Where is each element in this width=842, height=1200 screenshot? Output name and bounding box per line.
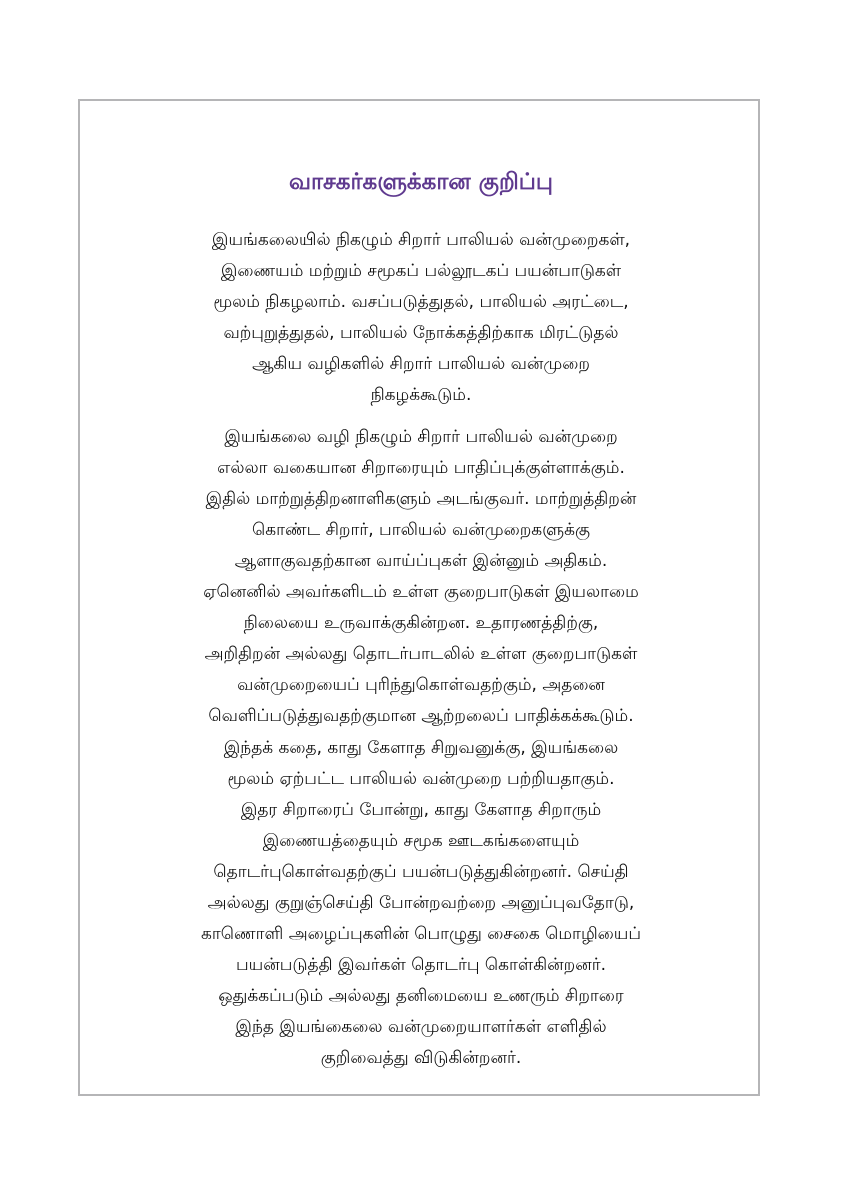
paragraph-line: ஆகிய வழிகளில் சிறார் பாலியல் வன்முறை [252,354,590,374]
paragraph-line: அல்லது குறுஞ்செய்தி போன்றவற்றை அனுப்புவதோடு, [207,893,635,913]
paragraph-1 [0,225,842,411]
paragraph-line: நிகழக்கூடும். [370,385,472,405]
paragraph-line: வற்புறுத்துதல், பாலியல் நோக்கத்திற்காக மிரட்டுதல் [223,323,619,343]
paragraph-line: இயங்கலை வழி நிகழும் சிறார் பாலியல் வன்முறை [224,427,618,447]
paragraph-line: ஒதுக்கப்படும் அல்லது தனிமையை உணரும் சிறாரை [218,986,624,1006]
paragraph-line: பயன்படுத்தி இவர்கள் தொடர்பு கொள்கின்றனர். [236,955,606,975]
paragraph-line: மூலம் நிகழலாம். வசப்படுத்துதல், பாலியல் அரட்டை, [213,292,629,312]
paragraph-3 [0,733,842,1074]
page-title: வாசகர்களுக்கான குறிப்பு [289,169,553,195]
paragraph-line: குறிவைத்து விடுகின்றனர். [320,1048,522,1068]
paragraph-line: இந்தக் கதை, காது கேளாத சிறுவனுக்கு, இயங்கலை [223,738,619,758]
paragraph-line: இணையம் மற்றும் சமூகப் பல்லூடகப் பயன்பாடுகள் [220,261,622,281]
paragraph-line: காணொளி அழைப்புகளின் பொழுது சைகை மொழியைப் [201,924,641,944]
paragraph-line: இதில் மாற்றுத்திறனாளிகளும் அடங்குவர். மாற்றுத்திறன் [205,489,637,509]
paragraph-line: இயங்கலையில் நிகழும் சிறார் பாலியல் வன்முறைகள், [211,230,631,250]
paragraph-2 [0,422,842,732]
paragraph-line: நிலையை உருவாக்குகின்றன. உதாரணத்திற்கு, [243,613,599,633]
paragraph-line: இதர சிறாரைப் போன்று, காது கேளாத சிறாரும் [240,800,602,820]
paragraph-line: தொடர்புகொள்வதற்குப் பயன்படுத்துகின்றனர். செய்தி [213,862,629,882]
paragraph-line: இணையத்தையும் சமூக ஊடகங்களையும் [262,831,580,851]
paragraph-line: எல்லா வகையான சிறாரையும் பாதிப்புக்குள்ளாக்கும். [217,458,625,478]
paragraph-line: வெளிப்படுத்துவதற்குமான ஆற்றலைப் பாதிக்கக்கூடும். [208,706,634,726]
paragraph-line: மூலம் ஏற்பட்ட பாலியல் வன்முறை பற்றியதாகும். [227,769,615,789]
paragraph-line: ஆளாகுவதற்கான வாய்ப்புகள் இன்னும் அதிகம். [234,551,608,571]
paragraph-line: வன்முறையைப் புரிந்துகொள்வதற்கும், அதனை [237,675,605,695]
paragraph-line: அறிதிறன் அல்லது தொடர்பாடலில் உள்ள குறைபாடுகள் [204,644,638,664]
paragraph-line: இந்த இயங்கைலை வன்முறையாளர்கள் எளிதில் [235,1017,607,1037]
paragraph-line: ஏனெனில் அவர்களிடம் உள்ள குறைபாடுகள் இயலாமை [203,582,639,602]
paragraph-line: கொண்ட சிறார், பாலியல் வன்முறைகளுக்கு [252,520,590,540]
